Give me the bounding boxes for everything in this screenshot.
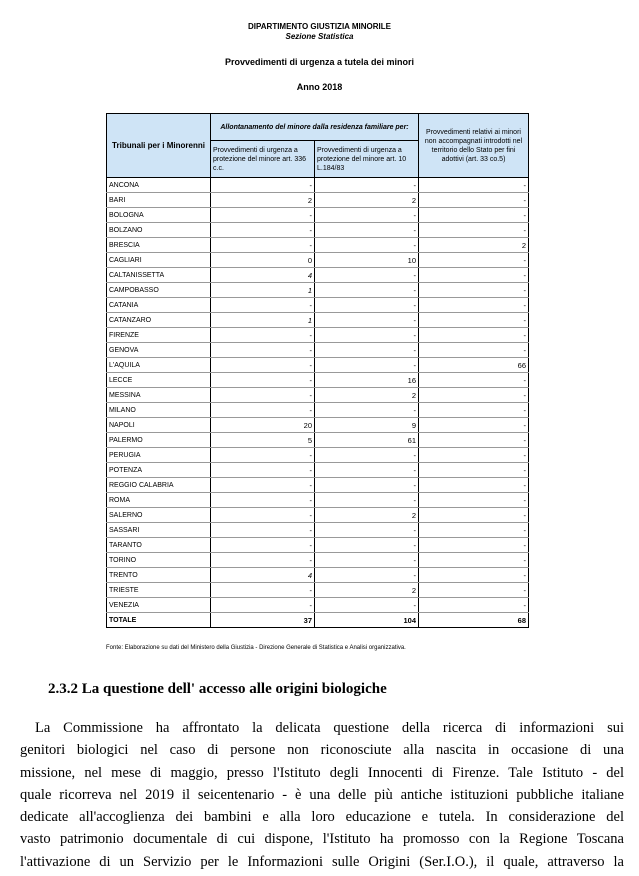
tribunale-name: ROMA (107, 493, 211, 508)
tribunale-name: FIRENZE (107, 328, 211, 343)
cell-c: - (419, 418, 529, 433)
cell-c: - (419, 223, 529, 238)
tribunale-name: CALTANISSETTA (107, 268, 211, 283)
cell-b: - (315, 598, 419, 613)
tribunale-name: MESSINA (107, 388, 211, 403)
total-a: 37 (211, 613, 315, 628)
cell-b: - (315, 463, 419, 478)
table-row (107, 523, 529, 538)
cell-b: - (315, 223, 419, 238)
table-row (107, 298, 529, 313)
department-section: Sezione Statistica (285, 32, 354, 41)
tribunale-name: BOLZANO (107, 223, 211, 238)
cell-c: - (419, 493, 529, 508)
table-row (107, 328, 529, 343)
cell-b: - (315, 358, 419, 373)
cell-c: - (419, 523, 529, 538)
statistics-table (106, 113, 529, 628)
tribunale-name: L'AQUILA (107, 358, 211, 373)
tribunale-name: SALERNO (107, 508, 211, 523)
cell-a: - (211, 493, 315, 508)
table-row (107, 253, 529, 268)
cell-c: - (419, 313, 529, 328)
cell-a: - (211, 403, 315, 418)
header-art-10: Provvedimenti di urgenza a protezione del minore art. 10 L.184/83 (315, 141, 419, 178)
cell-a: - (211, 223, 315, 238)
cell-b: - (315, 178, 419, 193)
table-row (107, 493, 529, 508)
table-row (107, 463, 529, 478)
table-row (107, 553, 529, 568)
cell-a: - (211, 238, 315, 253)
cell-c: - (419, 463, 529, 478)
cell-b: 10 (315, 253, 419, 268)
cell-a: - (211, 553, 315, 568)
cell-b: 2 (315, 193, 419, 208)
cell-a: - (211, 448, 315, 463)
cell-a: - (211, 508, 315, 523)
cell-a: - (211, 523, 315, 538)
cell-a: 0 (211, 253, 315, 268)
cell-a: 2 (211, 193, 315, 208)
cell-c: - (419, 448, 529, 463)
cell-a: - (211, 373, 315, 388)
table-body (107, 178, 529, 628)
cell-a: - (211, 328, 315, 343)
tribunale-name: CATANZARO (107, 313, 211, 328)
cell-c: - (419, 388, 529, 403)
tribunale-name: CAMPOBASSO (107, 283, 211, 298)
total-b: 104 (315, 613, 419, 628)
cell-b: - (315, 343, 419, 358)
cell-c: - (419, 553, 529, 568)
cell-a: - (211, 598, 315, 613)
department-name: DIPARTIMENTO GIUSTIZIA MINORILE (248, 22, 391, 31)
cell-c: - (419, 403, 529, 418)
tribunale-name: SASSARI (107, 523, 211, 538)
cell-b: - (315, 328, 419, 343)
table-row (107, 388, 529, 403)
table-row (107, 373, 529, 388)
header-art-336: Provvedimenti di urgenza a protezione del minore art. 336 c.c. (211, 141, 315, 178)
tribunale-name: TORINO (107, 553, 211, 568)
tribunale-name: TRIESTE (107, 583, 211, 598)
cell-a: 5 (211, 433, 315, 448)
table-row (107, 358, 529, 373)
paragraph-line: missione, nel mese di maggio, presso l'Istituto degli Innocenti di Firenze. Tale Istituto - del (20, 764, 624, 781)
cell-c: - (419, 178, 529, 193)
tribunale-name: ANCONA (107, 178, 211, 193)
cell-c: - (419, 583, 529, 598)
tribunale-name: CAGLIARI (107, 253, 211, 268)
cell-c: - (419, 598, 529, 613)
cell-c: - (419, 298, 529, 313)
tribunale-name: MILANO (107, 403, 211, 418)
tribunale-name: TRENTO (107, 568, 211, 583)
cell-c: - (419, 193, 529, 208)
tribunale-name: BRESCIA (107, 238, 211, 253)
cell-c: - (419, 343, 529, 358)
cell-b: 2 (315, 583, 419, 598)
paragraph-line: dedicate all'accoglienza dei bambini e alla loro educazione e tutela. In considerazione del (20, 809, 624, 826)
cell-c: - (419, 433, 529, 448)
tribunale-name: TARANTO (107, 538, 211, 553)
header-minori-non-accompagnati: Provvedimenti relativi ai minori non accompagnati introdotti nel territorio dello Stato per fini adottivi (art. 33 co.5) (419, 114, 529, 178)
header-tribunali: Tribunali per i Minorenni (107, 114, 211, 178)
cell-a: 4 (211, 568, 315, 583)
table-row (107, 538, 529, 553)
table-row (107, 478, 529, 493)
cell-b: - (315, 298, 419, 313)
table-row (107, 313, 529, 328)
table-row (107, 193, 529, 208)
section-heading: 2.3.2 La questione dell' accesso alle origini biologiche (48, 681, 387, 697)
cell-b: - (315, 523, 419, 538)
cell-b: - (315, 538, 419, 553)
paragraph-line: genitori biologici nel caso di persone non riconosciute alla nascita in occasione di una (20, 742, 624, 759)
cell-b: - (315, 568, 419, 583)
cell-c: - (419, 283, 529, 298)
cell-a: - (211, 358, 315, 373)
cell-b: - (315, 268, 419, 283)
cell-a: 4 (211, 268, 315, 283)
table-row (107, 418, 529, 433)
table-row (107, 598, 529, 613)
cell-b: 2 (315, 508, 419, 523)
cell-a: - (211, 388, 315, 403)
paragraph-line: l'attivazione di un Servizio per le Informazioni sulle Origini (Ser.I.O.), il quale, attraverso la (20, 853, 624, 870)
cell-c: 2 (419, 238, 529, 253)
paragraph-line: La Commissione ha affrontato la delicata questione della ricerca di informazioni sui (35, 720, 624, 736)
cell-c: - (419, 253, 529, 268)
cell-c: - (419, 568, 529, 583)
table-row (107, 208, 529, 223)
cell-c: - (419, 478, 529, 493)
table-row (107, 238, 529, 253)
cell-c: - (419, 208, 529, 223)
tribunale-name: BARI (107, 193, 211, 208)
tribunale-name: CATANIA (107, 298, 211, 313)
total-c: 68 (419, 613, 529, 628)
cell-a: - (211, 298, 315, 313)
total-row (107, 613, 529, 628)
cell-b: - (315, 238, 419, 253)
cell-b: - (315, 478, 419, 493)
cell-b: 2 (315, 388, 419, 403)
table-row (107, 583, 529, 598)
source-note: Fonte: Elaborazione su dati del Ministero della Giustizia - Direzione Generale di Statistica e Analisi organizzativa. (106, 645, 406, 651)
tribunale-name: VENEZIA (107, 598, 211, 613)
table-row (107, 403, 529, 418)
paragraph-line: quale ricorreva nel 2019 il seicentenario - è una delle più antiche istituzioni pubbliche italiane (20, 786, 624, 803)
tribunale-name: PALERMO (107, 433, 211, 448)
cell-a: - (211, 208, 315, 223)
table-year: Anno 2018 (296, 82, 343, 92)
cell-b: - (315, 493, 419, 508)
cell-a: - (211, 478, 315, 493)
table-row (107, 178, 529, 193)
cell-b: 61 (315, 433, 419, 448)
cell-b: - (315, 403, 419, 418)
table-row (107, 508, 529, 523)
cell-b: - (315, 313, 419, 328)
cell-c: - (419, 373, 529, 388)
body-paragraph (20, 717, 624, 873)
table-row (107, 223, 529, 238)
cell-c: - (419, 538, 529, 553)
tribunale-name: BOLOGNA (107, 208, 211, 223)
table-title: Provvedimenti di urgenza a tutela dei minori (224, 57, 415, 67)
cell-c: 66 (419, 358, 529, 373)
table-row (107, 568, 529, 583)
cell-b: - (315, 208, 419, 223)
tribunale-name: POTENZA (107, 463, 211, 478)
tribunale-name: PERUGIA (107, 448, 211, 463)
cell-a: 20 (211, 418, 315, 433)
cell-c: - (419, 328, 529, 343)
cell-b: 16 (315, 373, 419, 388)
header-allontanamento: Allontanamento del minore dalla residenza familiare per: (211, 114, 419, 141)
cell-c: - (419, 508, 529, 523)
cell-a: - (211, 463, 315, 478)
tribunale-name: GENOVA (107, 343, 211, 358)
table-row (107, 343, 529, 358)
cell-b: - (315, 283, 419, 298)
tribunale-name: NAPOLI (107, 418, 211, 433)
cell-a: - (211, 583, 315, 598)
cell-a: - (211, 178, 315, 193)
cell-b: - (315, 553, 419, 568)
cell-c: - (419, 268, 529, 283)
table-row (107, 283, 529, 298)
cell-a: 1 (211, 283, 315, 298)
cell-a: - (211, 343, 315, 358)
tribunale-name: REGGIO CALABRIA (107, 478, 211, 493)
tribunale-name: LECCE (107, 373, 211, 388)
cell-b: 9 (315, 418, 419, 433)
cell-a: 1 (211, 313, 315, 328)
table-row (107, 433, 529, 448)
table-row (107, 268, 529, 283)
table-row (107, 448, 529, 463)
paragraph-line: vasto patrimonio documentale di cui dispone, l'Istituto ha promosso con la Regione Toscana (20, 831, 624, 848)
cell-a: - (211, 538, 315, 553)
cell-b: - (315, 448, 419, 463)
total-label: TOTALE (107, 613, 211, 628)
